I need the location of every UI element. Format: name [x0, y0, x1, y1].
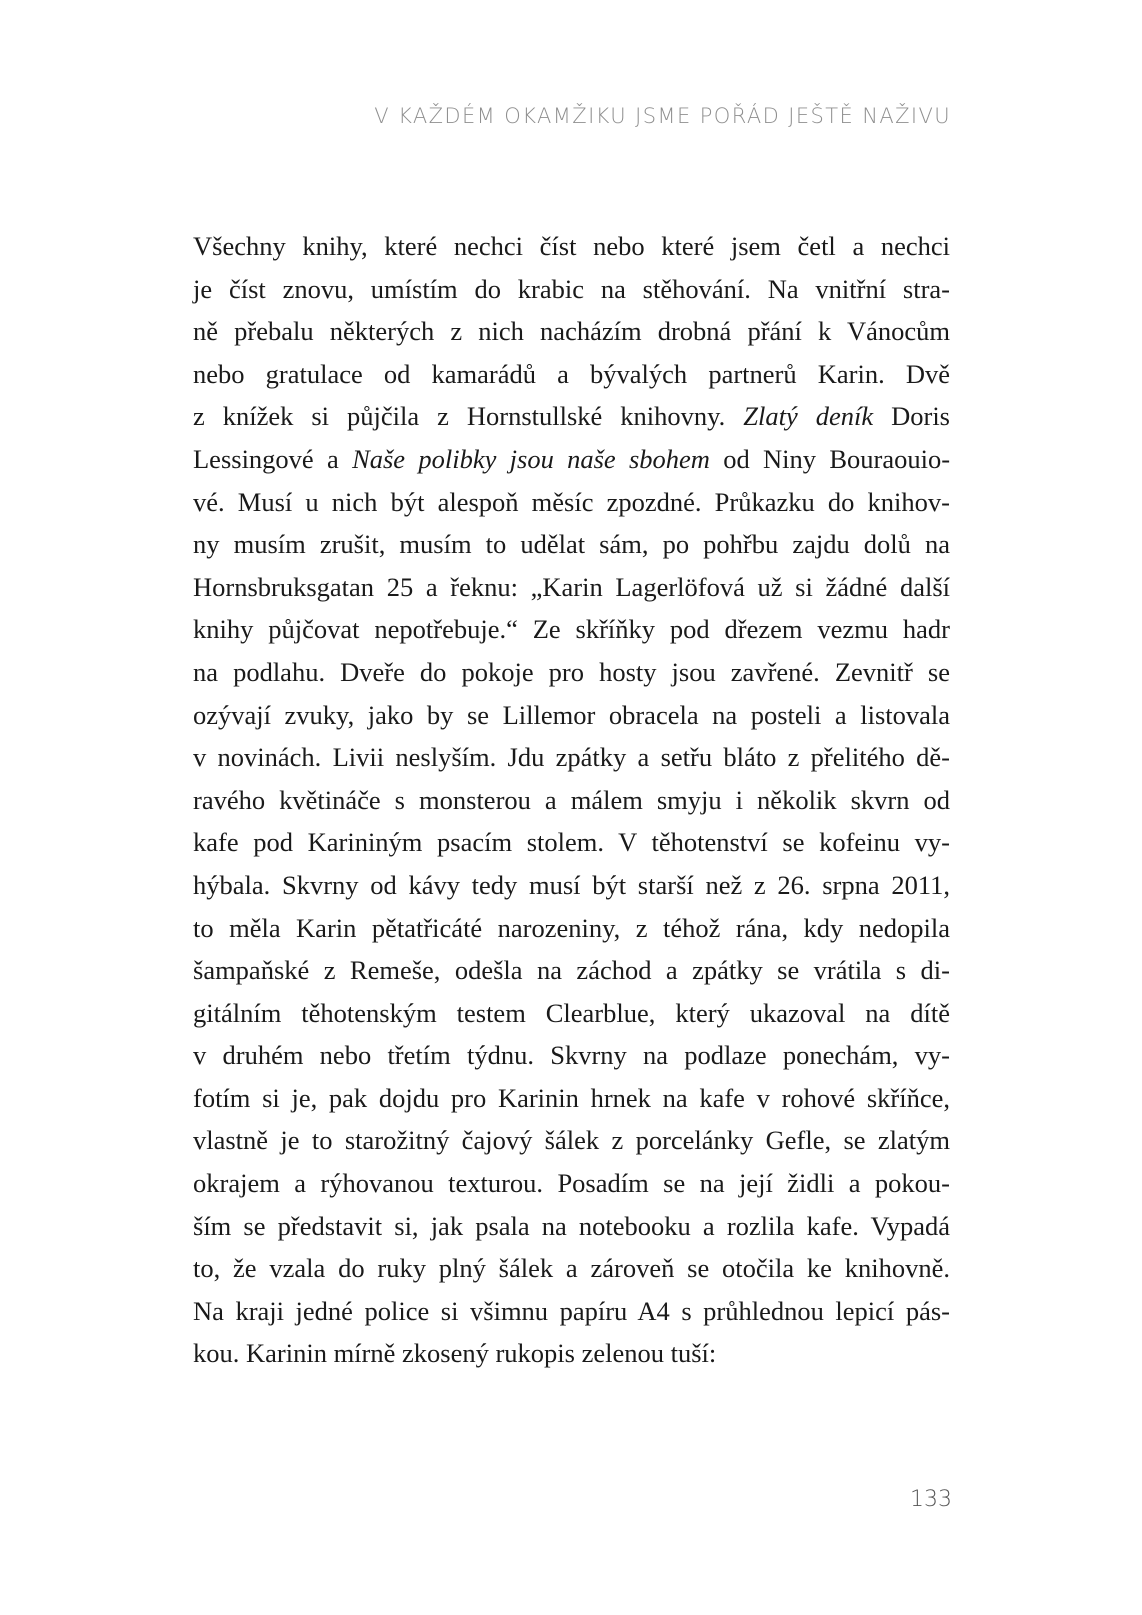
text-line: ším se představit si, jak psala na notebooku a rozlila kafe. Vypadá	[193, 1210, 950, 1241]
book-title-italic: Zlatý deník	[743, 401, 874, 432]
text-fragment: z knížek si půjčila z Hornstullské knihovny.	[193, 401, 726, 432]
book-title-italic: Naše polibky jsou naše sbohem	[352, 443, 710, 474]
text-line: šampaňské z Remeše, odešla na záchod a zpátky se vrátila s di-	[193, 955, 950, 986]
text-fragment: od Niny Bouraouio-	[723, 443, 951, 474]
text-line: to, že vzala do ruky plný šálek a zároveň se otočila ke knihovně.	[193, 1253, 950, 1284]
text-line: gitálním těhotenským testem Clearblue, který ukazoval na dítě	[193, 997, 950, 1028]
text-line: vlastně je to starožitný čajový šálek z porcelánky Gefle, se zlatým	[193, 1125, 950, 1156]
text-line	[193, 438, 950, 481]
text-line: kafe pod Karininým psacím stolem. V těhotenství se kofeinu vy-	[193, 827, 950, 858]
text-line	[193, 395, 950, 438]
text-line: ozývají zvuky, jako by se Lillemor obracela na posteli a listovala	[193, 699, 950, 730]
text-fragment: Lessingové a	[193, 443, 339, 474]
running-head: V KAŽDÉM OKAMŽIKU JSME POŘÁD JEŠTĚ NAŽIVU	[374, 104, 951, 128]
text-line: na podlahu. Dveře do pokoje pro hosty jsou zavřené. Zevnitř se	[193, 656, 950, 687]
page-number: 133	[910, 1487, 952, 1512]
text-line: je číst znovu, umístím do krabic na stěhování. Na vnitřní stra-	[193, 273, 950, 304]
text-line: knihy půjčovat nepotřebuje.“ Ze skříňky pod dřezem vezmu hadr	[193, 614, 950, 645]
text-line: ně přebalu některých z nich nacházím drobná přání k Vánocům	[193, 316, 950, 347]
body-text	[193, 225, 950, 1375]
text-line: nebo gratulace od kamarádů a bývalých partnerů Karin. Dvě	[193, 358, 950, 389]
text-line: v druhém nebo třetím týdnu. Skvrny na podlaze ponechám, vy-	[193, 1040, 950, 1071]
text-line: Všechny knihy, které nechci číst nebo které jsem četl a nechci	[193, 231, 950, 261]
text-line: kou. Karinin mírně zkosený rukopis zelenou tuší:	[193, 1338, 717, 1369]
text-line: hýbala. Skvrny od kávy tedy musí být starší než z 26. srpna 2011,	[193, 869, 950, 900]
text-line: Na kraji jedné police si všimnu papíru A4 s průhlednou lepicí pás-	[193, 1295, 950, 1326]
text-line: ny musím zrušit, musím to udělat sám, po pohřbu zajdu dolů na	[193, 529, 950, 560]
text-line: Hornsbruksgatan 25 a řeknu: „Karin Lagerlöfová už si žádné další	[193, 571, 950, 602]
text-line: fotím si je, pak dojdu pro Karinin hrnek na kafe v rohové skříňce,	[193, 1082, 950, 1113]
text-line: ravého květináče s monsterou a málem smyju i několik skvrn od	[193, 784, 950, 815]
text-line: to měla Karin pětatřicáté narozeniny, z téhož rána, kdy nedopila	[193, 912, 950, 943]
text-line: vé. Musí u nich být alespoň měsíc zpozdné. Průkazku do knihov-	[193, 486, 950, 517]
text-fragment: Doris	[891, 401, 950, 432]
text-line: okrajem a rýhovanou texturou. Posadím se na její židli a pokou-	[193, 1168, 950, 1199]
text-line: v novinách. Livii neslyším. Jdu zpátky a setřu bláto z přelitého dě-	[193, 742, 950, 773]
